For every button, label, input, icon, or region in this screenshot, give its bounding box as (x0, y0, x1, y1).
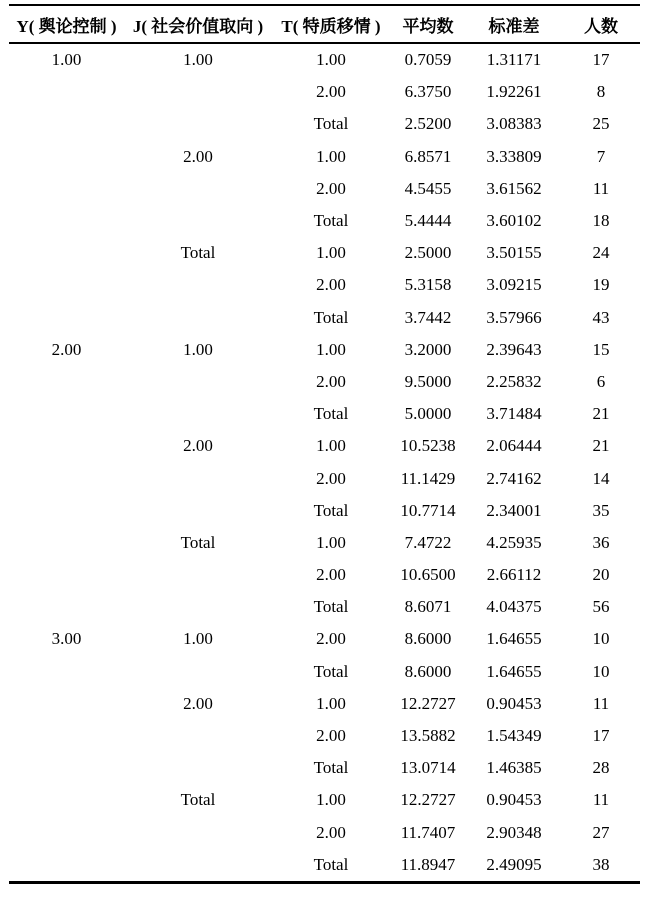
cell-t: 1.00 (316, 436, 346, 456)
cell-sd: 3.09215 (486, 275, 542, 295)
table-row (9, 269, 640, 301)
table-row (9, 495, 640, 527)
cell-n: 24 (592, 243, 610, 263)
cell-t: 1.00 (316, 50, 346, 70)
cell-sd: 4.04375 (486, 597, 542, 617)
cell-mean: 10.6500 (400, 565, 456, 585)
cell-t: 1.00 (316, 243, 346, 263)
cell-sd: 3.57966 (486, 307, 542, 327)
cell-sd: 3.61562 (486, 178, 542, 198)
cell-mean: 11.1429 (400, 468, 456, 488)
cell-mean: 10.7714 (400, 500, 456, 520)
cell-n: 7 (596, 146, 606, 166)
cell-j (124, 269, 272, 301)
cell-sd: 2.74162 (486, 468, 542, 488)
cell-n: 25 (592, 114, 610, 134)
cell-j (124, 817, 272, 849)
cell-mean: 6.3750 (404, 82, 452, 102)
descriptive-stats-table (9, 4, 640, 884)
table-row (9, 784, 640, 816)
cell-n: 8 (596, 82, 606, 102)
cell-sd: 1.64655 (486, 661, 542, 681)
cell-j (124, 656, 272, 688)
table-row (9, 656, 640, 688)
cell-n: 28 (592, 758, 610, 778)
table-row (9, 366, 640, 398)
cell-mean: 4.5455 (404, 178, 452, 198)
cell-sd: 1.64655 (486, 629, 542, 649)
cell-t: 1.00 (316, 146, 346, 166)
cell-y (9, 527, 124, 559)
table-row (9, 334, 640, 366)
cell-mean: 12.2727 (400, 790, 456, 810)
column-header-n: 人数 (584, 16, 618, 36)
cell-j (124, 462, 272, 494)
table-row (9, 623, 640, 655)
table-row (9, 76, 640, 108)
cell-t: Total (313, 307, 349, 327)
cell-j (124, 76, 272, 108)
cell-n: 10 (592, 629, 610, 649)
cell-y (9, 366, 124, 398)
cell-mean: 8.6000 (404, 629, 452, 649)
cell-j: 2.00 (183, 146, 213, 166)
cell-y: 2.00 (51, 339, 82, 359)
cell-mean: 8.6000 (404, 661, 452, 681)
cell-sd: 3.60102 (486, 211, 542, 231)
cell-t: 2.00 (316, 178, 346, 198)
cell-y (9, 141, 124, 173)
cell-sd: 2.90348 (486, 822, 542, 842)
cell-mean: 12.2727 (400, 693, 456, 713)
cell-y (9, 205, 124, 237)
table-row (9, 688, 640, 720)
cell-sd: 1.54349 (486, 726, 542, 746)
cell-y (9, 76, 124, 108)
table-row (9, 173, 640, 205)
cell-n: 17 (592, 50, 610, 70)
cell-n: 11 (592, 790, 610, 810)
cell-sd: 3.50155 (486, 243, 542, 263)
cell-j (124, 849, 272, 883)
table-row (9, 720, 640, 752)
cell-sd: 0.90453 (486, 790, 542, 810)
table-row (9, 527, 640, 559)
cell-y (9, 302, 124, 334)
cell-t: Total (313, 597, 349, 617)
column-header-t: T( 特质移情 ) (281, 16, 381, 36)
cell-y (9, 269, 124, 301)
cell-mean: 10.5238 (400, 436, 456, 456)
cell-n: 15 (592, 339, 610, 359)
table-header (9, 5, 640, 43)
cell-sd: 2.06444 (486, 436, 542, 456)
cell-j (124, 559, 272, 591)
cell-j (124, 173, 272, 205)
cell-y (9, 398, 124, 430)
cell-t: 2.00 (316, 565, 346, 585)
cell-sd: 2.66112 (486, 565, 542, 585)
cell-j (124, 495, 272, 527)
cell-j (124, 108, 272, 140)
cell-sd: 2.34001 (486, 500, 542, 520)
table-row (9, 108, 640, 140)
column-header-j: J( 社会价值取向 ) (132, 16, 264, 36)
cell-n: 36 (592, 532, 610, 552)
cell-t: Total (313, 854, 349, 874)
cell-y (9, 237, 124, 269)
cell-t: 2.00 (316, 275, 346, 295)
cell-y (9, 559, 124, 591)
cell-n: 20 (592, 565, 610, 585)
cell-j (124, 591, 272, 623)
cell-j: 2.00 (183, 436, 213, 456)
cell-j (124, 366, 272, 398)
cell-n: 27 (592, 822, 610, 842)
table-row (9, 849, 640, 883)
cell-t: Total (313, 211, 349, 231)
cell-mean: 3.7442 (404, 307, 452, 327)
cell-mean: 2.5200 (404, 114, 452, 134)
cell-n: 43 (592, 307, 610, 327)
cell-t: 1.00 (316, 339, 346, 359)
cell-y (9, 720, 124, 752)
cell-t: 2.00 (316, 82, 346, 102)
cell-mean: 11.8947 (400, 854, 456, 874)
cell-y: 1.00 (51, 50, 82, 70)
cell-n: 38 (592, 854, 610, 874)
cell-mean: 11.7407 (400, 822, 456, 842)
cell-j: Total (180, 790, 216, 810)
cell-y (9, 752, 124, 784)
cell-j (124, 398, 272, 430)
cell-n: 14 (592, 468, 610, 488)
cell-sd: 2.25832 (486, 371, 542, 391)
cell-y (9, 688, 124, 720)
cell-sd: 2.49095 (486, 854, 542, 874)
cell-t: Total (313, 404, 349, 424)
cell-n: 11 (592, 178, 610, 198)
cell-j: 2.00 (183, 693, 213, 713)
table-row (9, 559, 640, 591)
cell-mean: 9.5000 (404, 371, 452, 391)
cell-j (124, 720, 272, 752)
header-row (9, 5, 640, 43)
cell-sd: 1.31171 (486, 50, 542, 70)
cell-mean: 13.5882 (400, 726, 456, 746)
cell-y (9, 108, 124, 140)
cell-y (9, 656, 124, 688)
table-row (9, 237, 640, 269)
cell-mean: 3.2000 (404, 339, 452, 359)
cell-j (124, 205, 272, 237)
descriptive-stats-table-container (9, 4, 640, 884)
cell-n: 18 (592, 211, 610, 231)
cell-sd: 0.90453 (486, 693, 542, 713)
cell-j: Total (180, 243, 216, 263)
cell-t: 1.00 (316, 532, 346, 552)
table-row (9, 817, 640, 849)
cell-y (9, 591, 124, 623)
cell-mean: 0.7059 (404, 50, 452, 70)
cell-mean: 2.5000 (404, 243, 452, 263)
cell-sd: 2.39643 (486, 339, 542, 359)
cell-n: 17 (592, 726, 610, 746)
cell-y (9, 430, 124, 462)
column-header-mean: 平均数 (402, 16, 454, 36)
cell-sd: 3.08383 (486, 114, 542, 134)
cell-t: Total (313, 661, 349, 681)
cell-sd: 1.92261 (486, 82, 542, 102)
cell-t: 2.00 (316, 726, 346, 746)
cell-y (9, 784, 124, 816)
cell-j: 1.00 (183, 50, 213, 70)
cell-mean: 5.0000 (404, 404, 452, 424)
cell-sd: 1.46385 (486, 758, 542, 778)
cell-j: 1.00 (183, 629, 213, 649)
cell-t: 2.00 (316, 371, 346, 391)
cell-mean: 8.6071 (404, 597, 452, 617)
cell-t: 2.00 (316, 468, 346, 488)
cell-n: 21 (592, 436, 610, 456)
cell-n: 19 (592, 275, 610, 295)
cell-mean: 6.8571 (404, 146, 452, 166)
table-row (9, 462, 640, 494)
cell-t: Total (313, 114, 349, 134)
cell-t: 1.00 (316, 790, 346, 810)
cell-y (9, 173, 124, 205)
cell-j: 1.00 (183, 339, 213, 359)
table-row (9, 398, 640, 430)
cell-t: Total (313, 758, 349, 778)
table-row (9, 205, 640, 237)
cell-t: Total (313, 500, 349, 520)
cell-n: 21 (592, 404, 610, 424)
cell-y (9, 817, 124, 849)
cell-y (9, 462, 124, 494)
cell-mean: 7.4722 (404, 532, 452, 552)
table-body (9, 43, 640, 882)
cell-n: 6 (596, 371, 606, 391)
cell-t: 2.00 (316, 629, 346, 649)
cell-sd: 3.71484 (486, 404, 542, 424)
column-header-y: Y( 舆论控制 ) (16, 16, 117, 36)
cell-n: 10 (592, 661, 610, 681)
cell-y (9, 495, 124, 527)
cell-t: 1.00 (316, 693, 346, 713)
table-row (9, 591, 640, 623)
cell-sd: 4.25935 (486, 532, 542, 552)
cell-j (124, 752, 272, 784)
column-header-sd: 标准差 (488, 16, 540, 36)
table-row (9, 43, 640, 76)
table-row (9, 430, 640, 462)
table-row (9, 302, 640, 334)
cell-sd: 3.33809 (486, 146, 542, 166)
cell-y: 3.00 (51, 629, 82, 649)
cell-t: 2.00 (316, 822, 346, 842)
cell-j: Total (180, 532, 216, 552)
cell-mean: 5.4444 (404, 211, 452, 231)
table-row (9, 141, 640, 173)
table-row (9, 752, 640, 784)
cell-n: 11 (592, 693, 610, 713)
cell-mean: 13.0714 (400, 758, 456, 778)
cell-n: 56 (592, 597, 610, 617)
cell-n: 35 (592, 500, 610, 520)
cell-y (9, 849, 124, 883)
cell-j (124, 302, 272, 334)
cell-mean: 5.3158 (404, 275, 452, 295)
